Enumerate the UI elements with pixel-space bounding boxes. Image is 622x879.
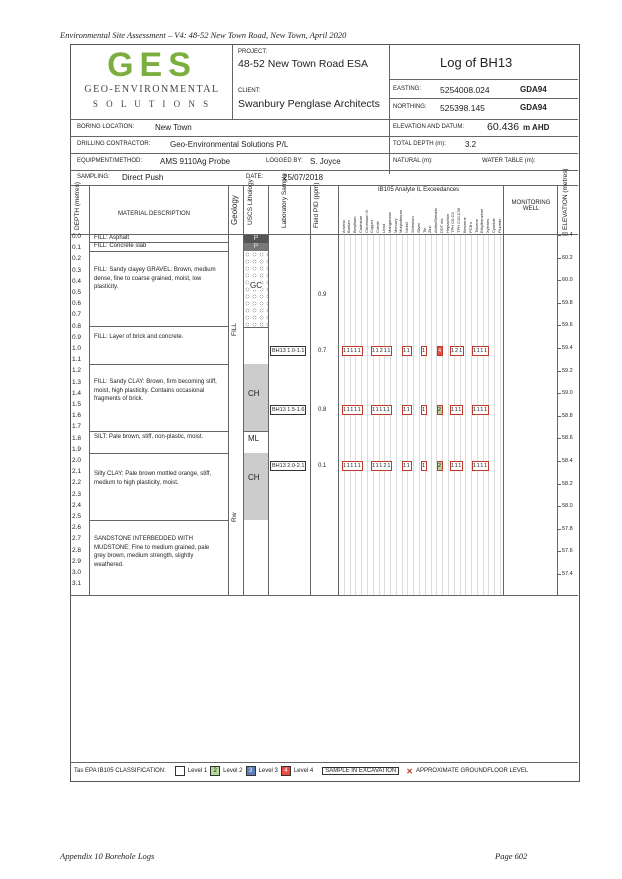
elevation-tick: 57.8 bbox=[562, 525, 573, 532]
depth-tick: 1.2 bbox=[72, 367, 82, 375]
analyte-name: Nickel bbox=[404, 222, 410, 233]
sample-1-exc-3: 11 bbox=[403, 348, 411, 354]
analyte-names bbox=[340, 195, 502, 233]
depth-tick: 2.6 bbox=[72, 524, 82, 532]
sample-3-exc-7: 1111 bbox=[473, 463, 489, 469]
elevation-tick: 58.0 bbox=[562, 503, 573, 510]
analyte-name: Xylenes bbox=[485, 218, 491, 233]
uscs-p2: P bbox=[244, 243, 268, 251]
elevation-tick: 58.2 bbox=[562, 480, 573, 487]
sample-1-id: BH13 1.0-1.1 bbox=[272, 348, 305, 354]
sample-1-exc-6: 121 bbox=[451, 348, 464, 354]
elevation-tick: 60.4 bbox=[562, 232, 573, 238]
sampling-value: Direct Push bbox=[122, 173, 164, 182]
analyte-name: TPH C10-C36 bbox=[456, 207, 462, 233]
sample-2-exc-level2: 2 bbox=[438, 407, 443, 413]
northing-value: 525398.145 bbox=[440, 103, 485, 113]
depth-column-header: DEPTH (metres) bbox=[74, 181, 81, 230]
analyte-name: Zinc bbox=[427, 225, 433, 233]
sample-2-id: BH13 1.5-1.6 bbox=[272, 407, 305, 413]
depth-tick: 1.4 bbox=[72, 389, 82, 397]
uscs-gc: GC bbox=[250, 281, 262, 290]
material-fill-concrete: FILL: Concrete slab bbox=[94, 243, 147, 249]
depth-tick: 2.7 bbox=[72, 535, 82, 543]
depth-tick: 2.4 bbox=[72, 501, 82, 509]
analyte-name: Lead bbox=[381, 224, 386, 233]
page-number: Page 602 bbox=[495, 851, 528, 861]
analyte-name: Selenium bbox=[409, 216, 415, 233]
uscs-p1: P bbox=[244, 235, 268, 243]
analyte-name: TPH C6-C9 bbox=[450, 212, 456, 233]
material-fill-sandy-clay: FILL: Sandy CLAY: Brown, firm becoming stiff, moist, high plasticity. Contains occasional fragments of brick. bbox=[94, 379, 217, 402]
pid-column-header: Field PID (ppm) bbox=[313, 182, 320, 228]
elevation-tick: 59.2 bbox=[562, 367, 573, 374]
depth-tick: 1.9 bbox=[72, 445, 82, 453]
sample-3-exc-4: 1 bbox=[422, 463, 427, 469]
elevation-tick: 58.6 bbox=[562, 435, 573, 442]
sample-2-exc-7: 1111 bbox=[473, 407, 489, 413]
sample-2-exc-3: 11 bbox=[403, 407, 411, 413]
logo-line3: S O L U T I O N S bbox=[92, 99, 212, 109]
logo-mark: GES bbox=[107, 46, 197, 84]
depth-tick: 0.9 bbox=[72, 333, 82, 341]
elevation-label: ELEVATION AND DATUM: bbox=[393, 124, 465, 130]
analyte-name: Molybdenum bbox=[398, 210, 404, 233]
northing-datum: GDA94 bbox=[520, 103, 547, 112]
depth-tick: 1.5 bbox=[72, 401, 82, 408]
sample-1-pid: 0.7 bbox=[318, 348, 327, 354]
elevation-tick: 58.8 bbox=[562, 412, 573, 419]
well-column-header: MONITORING WELL bbox=[511, 200, 551, 212]
depth-tick: 2.3 bbox=[72, 490, 82, 498]
sample-2-exc-1: 11111 bbox=[343, 407, 362, 413]
analyte-name: Cadmium bbox=[357, 215, 363, 233]
sample-3-exc-2: 11121 bbox=[372, 463, 392, 469]
analyte-name: Manganese bbox=[386, 212, 392, 233]
pid-gc: 0.9 bbox=[318, 292, 327, 298]
analyte-name: Fluoride bbox=[496, 218, 502, 233]
analyte-name: Benzene bbox=[462, 217, 467, 233]
logged-value: S. Joyce bbox=[310, 157, 341, 166]
project-label: PROJECT: bbox=[238, 49, 268, 55]
project-name: 48-52 New Town Road ESA bbox=[238, 58, 368, 70]
total-depth-value: 3.2 bbox=[465, 140, 477, 149]
material-silty-clay: Silty CLAY: Pale brown mottled orange, stiff, medium to high plasticity, moist. bbox=[94, 471, 212, 486]
depth-tick: 3.0 bbox=[72, 569, 82, 576]
easting-label: EASTING: bbox=[393, 86, 422, 92]
depth-tick: 0.3 bbox=[72, 266, 82, 274]
depth-tick: 2.9 bbox=[72, 557, 82, 565]
water-table-label: WATER TABLE (m): bbox=[482, 158, 536, 164]
depth-tick: 0.0 bbox=[72, 233, 82, 240]
material-fill-asphalt: FILL: Asphalt bbox=[94, 235, 130, 241]
elevation-tick: 57.6 bbox=[562, 548, 573, 555]
elevation-tick: 59.0 bbox=[562, 390, 573, 397]
analyte-name: Copper bbox=[369, 219, 375, 233]
legend-level4: Level 4 bbox=[293, 768, 314, 774]
equipment-label: EQUIPMENT/METHOD: bbox=[77, 158, 143, 164]
sample-3-exc-6: 111 bbox=[451, 463, 463, 469]
elevation-value: 60.436 bbox=[487, 121, 520, 133]
elevation-tick: 60.0 bbox=[562, 277, 573, 284]
material-column-header: MATERIAL DESCRIPTION bbox=[118, 211, 191, 217]
depth-tick: 1.3 bbox=[72, 378, 82, 386]
sample-2-exc-4: 1 bbox=[422, 407, 427, 413]
sample-3-id: BH13 2.0-2.1 bbox=[272, 463, 305, 469]
analyte-name: Mercury bbox=[392, 218, 398, 233]
sample-1-exc-level4: 4 bbox=[438, 348, 443, 354]
depth-tick: 2.5 bbox=[72, 513, 82, 520]
logged-label: LOGGED BY: bbox=[266, 158, 303, 164]
elevation-unit: m AHD bbox=[523, 123, 550, 132]
depth-tick: 2.0 bbox=[72, 457, 82, 464]
boring-label: BORING LOCATION: bbox=[77, 124, 135, 130]
legend-sample-in-excavation: SAMPLE IN EXCAVATION bbox=[322, 767, 399, 775]
sample-1-exc-2: 11211 bbox=[372, 348, 392, 354]
sample-1-exc-1: 11111 bbox=[343, 348, 362, 354]
classification-legend bbox=[74, 765, 578, 777]
elevation-tick: 58.4 bbox=[562, 458, 573, 464]
sample-3-exc-1: 11111 bbox=[343, 463, 362, 469]
uscs-ch1: CH bbox=[248, 389, 260, 398]
analyte-name: Cyanide bbox=[490, 218, 496, 233]
equipment-value: AMS 9110Ag Probe bbox=[160, 157, 231, 166]
lab-sample-column-header: Laboratory Sample bbox=[281, 173, 288, 228]
analyte-name: Ethylbenzene bbox=[479, 208, 485, 233]
elevation-tick: 59.6 bbox=[562, 322, 573, 329]
analyte-name: PCB's bbox=[467, 222, 473, 233]
legend-level2: Level 2 bbox=[223, 768, 243, 774]
analyte-name: Silver bbox=[415, 222, 421, 233]
drilling-label: DRILLING CONTRACTOR: bbox=[77, 141, 151, 147]
log-title: Log of BH13 bbox=[440, 55, 513, 70]
sample-2-exc-6: 111 bbox=[451, 407, 463, 413]
boring-value: New Town bbox=[155, 123, 192, 132]
sample-2-exc-2: 11111 bbox=[372, 407, 391, 413]
analyte-name: Beryllium bbox=[352, 216, 358, 233]
depth-tick: 2.2 bbox=[72, 479, 82, 487]
elevation-tick: 57.4 bbox=[562, 571, 573, 577]
analyte-name: Heptachlor bbox=[444, 213, 450, 233]
sample-1-exc-7: 1111 bbox=[473, 348, 489, 354]
easting-datum: GDA94 bbox=[520, 85, 547, 94]
legend-label: Tas EPA IB105 CLASSIFICATION: bbox=[74, 768, 166, 774]
depth-tick: 0.7 bbox=[72, 311, 82, 319]
company-logo bbox=[72, 46, 232, 120]
analyte-column-header: IB105 Analyte IL Exceedances bbox=[378, 187, 460, 193]
page-footer-left: Appendix 10 Borehole Logs bbox=[60, 851, 155, 861]
depth-tick: 2.8 bbox=[72, 546, 82, 554]
material-fill-gravel: FILL: Sandy clayey GRAVEL: Brown, medium dense, fine to coarse grained, moist, low plasticity. bbox=[94, 267, 216, 290]
sample-3-exc-3: 11 bbox=[403, 463, 411, 469]
easting-value: 5254008.024 bbox=[440, 85, 490, 95]
total-depth-label: TOTAL DEPTH (m): bbox=[393, 141, 446, 147]
sample-2-pid: 0.8 bbox=[318, 407, 327, 413]
depth-tick: 0.5 bbox=[72, 289, 82, 296]
depth-tick: 1.8 bbox=[72, 434, 82, 442]
page-footer-right bbox=[495, 851, 527, 861]
date-label: DATE: bbox=[246, 174, 264, 180]
uscs-column-header: USCS Lithology bbox=[247, 179, 254, 225]
drilling-value: Geo-Environmental Solutions P/L bbox=[170, 140, 289, 149]
legend-level3: Level 3 bbox=[258, 768, 278, 774]
legend-level4-box: 4 bbox=[281, 766, 291, 776]
legend-level1: Level 1 bbox=[187, 768, 208, 774]
geology-rw: Rw bbox=[231, 512, 238, 522]
depth-tick: 2.1 bbox=[72, 468, 82, 476]
client-name: Swanbury Penglase Architects bbox=[238, 98, 380, 110]
uscs-ch2: CH bbox=[248, 473, 260, 482]
sample-3-exc-level2: 2 bbox=[438, 463, 443, 469]
analyte-name: Toluene bbox=[473, 218, 479, 233]
analyte-name: Cobalt bbox=[375, 221, 381, 233]
logo-line2: GEO-ENVIRONMENTAL bbox=[84, 84, 220, 95]
legend-level1-box bbox=[175, 766, 185, 776]
depth-tick: 1.0 bbox=[72, 345, 82, 352]
legend-level3-box: 3 bbox=[246, 766, 256, 776]
uscs-ch2-pattern bbox=[244, 453, 268, 520]
elevation-tick: 59.8 bbox=[562, 299, 573, 306]
sample-1-exc-4: 1 bbox=[422, 348, 427, 354]
depth-tick: 0.8 bbox=[72, 322, 82, 330]
depth-tick: 3.1 bbox=[72, 580, 82, 588]
depth-tick: 0.1 bbox=[72, 244, 82, 252]
depth-tick: 1.7 bbox=[72, 423, 82, 431]
depth-tick: 0.2 bbox=[72, 255, 82, 263]
natural-label: NATURAL (m): bbox=[393, 158, 433, 164]
analyte-name: Barium bbox=[346, 220, 352, 233]
client-label: CLIENT: bbox=[238, 88, 261, 94]
depth-tick: 0.6 bbox=[72, 300, 82, 308]
analyte-name: Arsenic bbox=[340, 219, 346, 233]
geology-column-header: Geology bbox=[230, 195, 239, 225]
analyte-name: Aldrin/Dieldrin bbox=[433, 208, 439, 233]
sample-3-pid: 0.1 bbox=[318, 463, 327, 469]
cross-icon: ✕ bbox=[406, 766, 413, 776]
uscs-ml: ML bbox=[248, 434, 260, 443]
legend-level2-box: 2 bbox=[210, 766, 220, 776]
elevation-tick: 60.2 bbox=[562, 254, 573, 261]
elevation-tick: 59.4 bbox=[562, 345, 573, 351]
geology-fill: FILL bbox=[231, 322, 238, 336]
date-value: 25/07/2018 bbox=[283, 173, 324, 182]
elevation-column-header: ELEVATION (metres) bbox=[562, 168, 569, 230]
analyte-name: DDT etc bbox=[438, 218, 444, 233]
page-header: Environmental Site Assessment – V4: 48-52 New Town Road, New Town, April 2020 bbox=[60, 30, 347, 40]
analyte-name: Tin bbox=[421, 227, 427, 233]
analyte-name: Chromium VI bbox=[363, 209, 369, 233]
material-fill-brick: FILL: Layer of brick and concrete. bbox=[94, 334, 184, 340]
legend-groundfloor: APPROXIMATE GROUNDFLOOR LEVEL bbox=[415, 768, 529, 774]
sampling-label: SAMPLING: bbox=[77, 174, 110, 180]
depth-tick: 1.1 bbox=[72, 356, 82, 364]
depth-tick: 1.6 bbox=[72, 412, 82, 420]
depth-tick: 0.4 bbox=[72, 277, 82, 285]
material-silt: SILT: Pale brown, stiff, non-plastic, moist. bbox=[94, 434, 204, 440]
material-sandstone: SANDSTONE INTERBEDDED WITH MUDSTONE: Fine to medium grained, pale grey brown, medium strength, slightly weathered. bbox=[94, 536, 210, 568]
northing-label: NORTHING: bbox=[393, 104, 427, 110]
